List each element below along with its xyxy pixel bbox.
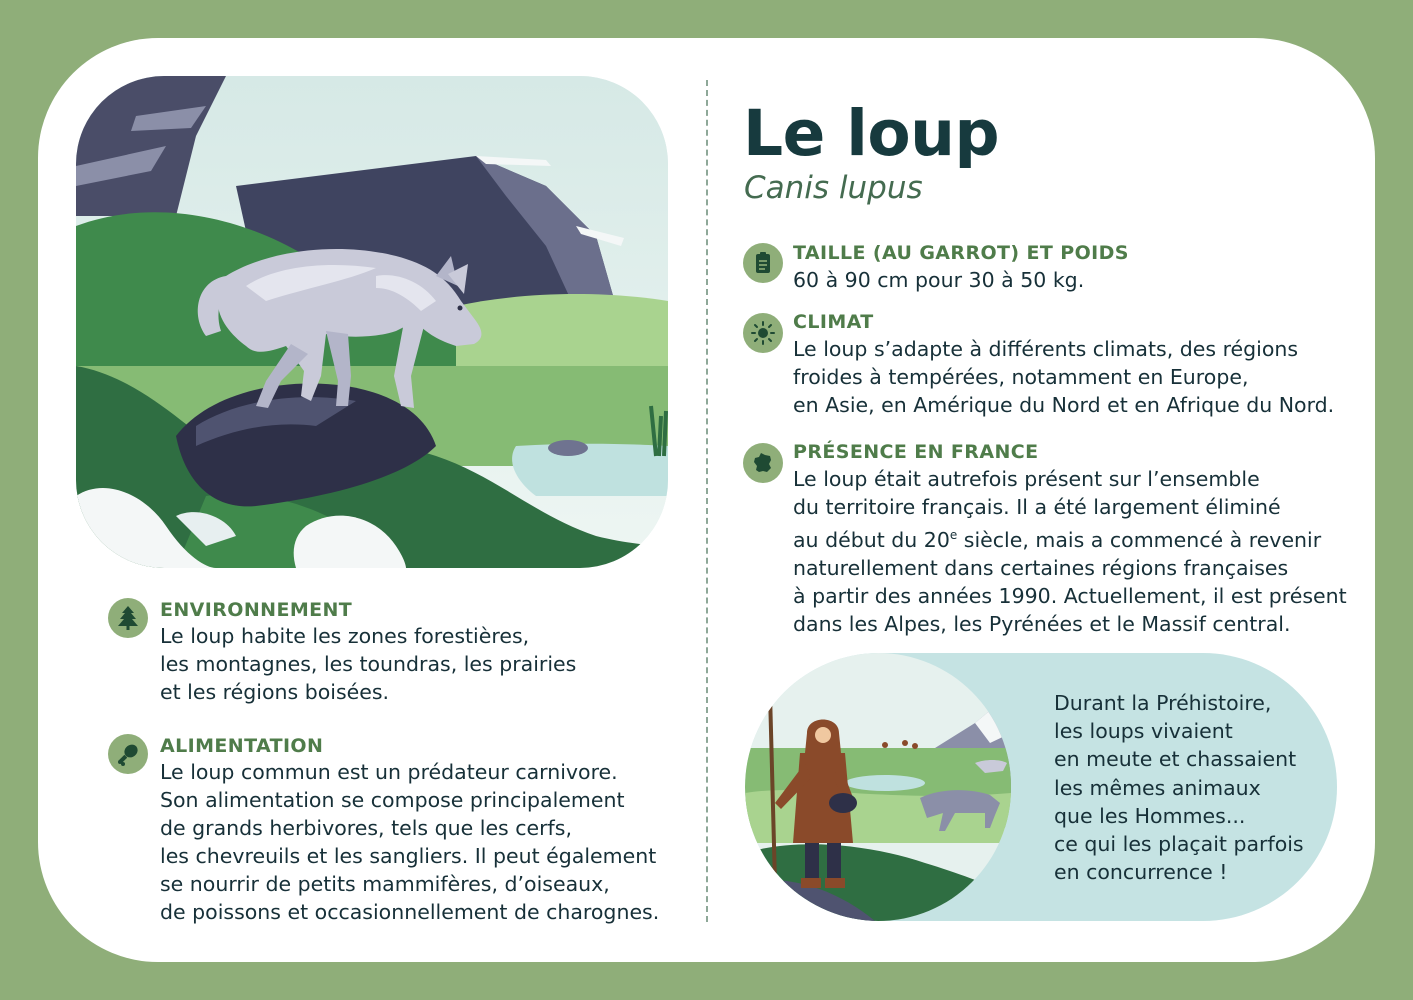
environnement-title: ENVIRONNEMENT (160, 599, 353, 621)
clipboard-icon (743, 243, 783, 283)
wolf-illustration (76, 76, 668, 568)
france-map-icon (743, 443, 783, 483)
taille-text: 60 à 90 cm pour 30 à 50 kg. (793, 268, 1085, 292)
latin-name: Canis lupus (744, 170, 923, 206)
column-divider (706, 80, 708, 922)
presence-text (793, 465, 1373, 638)
climat-title: CLIMAT (793, 311, 874, 333)
drumstick-icon (108, 734, 148, 774)
species-title: Le loup (743, 97, 1000, 170)
alimentation-title: ALIMENTATION (160, 735, 324, 757)
presence-text-part1: Le loup était autrefois présent sur l’ensemble du territoire français. Il a été largement éliminé au début du 20 (793, 467, 1281, 552)
pine-tree-icon (108, 598, 148, 638)
century-superscript: e (949, 528, 958, 542)
environnement-text: Le loup habite les zones forestières, les montagnes, les toundras, les prairies et les régions boisées. (160, 624, 577, 704)
prehistory-text: Durant la Préhistoire, les loups vivaient en meute et chassaient les mêmes animaux que les Hommes... ce qui les plaçait parfois en concurrence ! (1054, 691, 1304, 885)
sun-icon (743, 313, 783, 353)
prehistory-panel (745, 653, 1337, 921)
alimentation-text: Le loup commun est un prédateur carnivore. Son alimentation se compose principalement de grands herbivores, tels que les cerfs, les chevreuils et les sangliers. Il peut également se nourrir de petits mammifères, d’oiseaux, de poissons et occasionnellement de charognes. (160, 760, 660, 924)
taille-title: TAILLE (AU GARROT) ET POIDS (793, 242, 1129, 264)
presence-text-part2: siècle, mais a commencé à revenir naturellement dans certaines régions françaises à partir des années 1990. Actuellement, il est présent dans les Alpes, les Pyrénées et le Massif central. (793, 527, 1347, 636)
species-card (38, 38, 1375, 962)
prehistory-illustration (745, 653, 1011, 921)
presence-title: PRÉSENCE EN FRANCE (793, 441, 1039, 463)
climat-text: Le loup s’adapte à différents climats, des régions froides à tempérées, notamment en Europe, en Asie, en Amérique du Nord et en Afrique du Nord. (793, 337, 1335, 417)
